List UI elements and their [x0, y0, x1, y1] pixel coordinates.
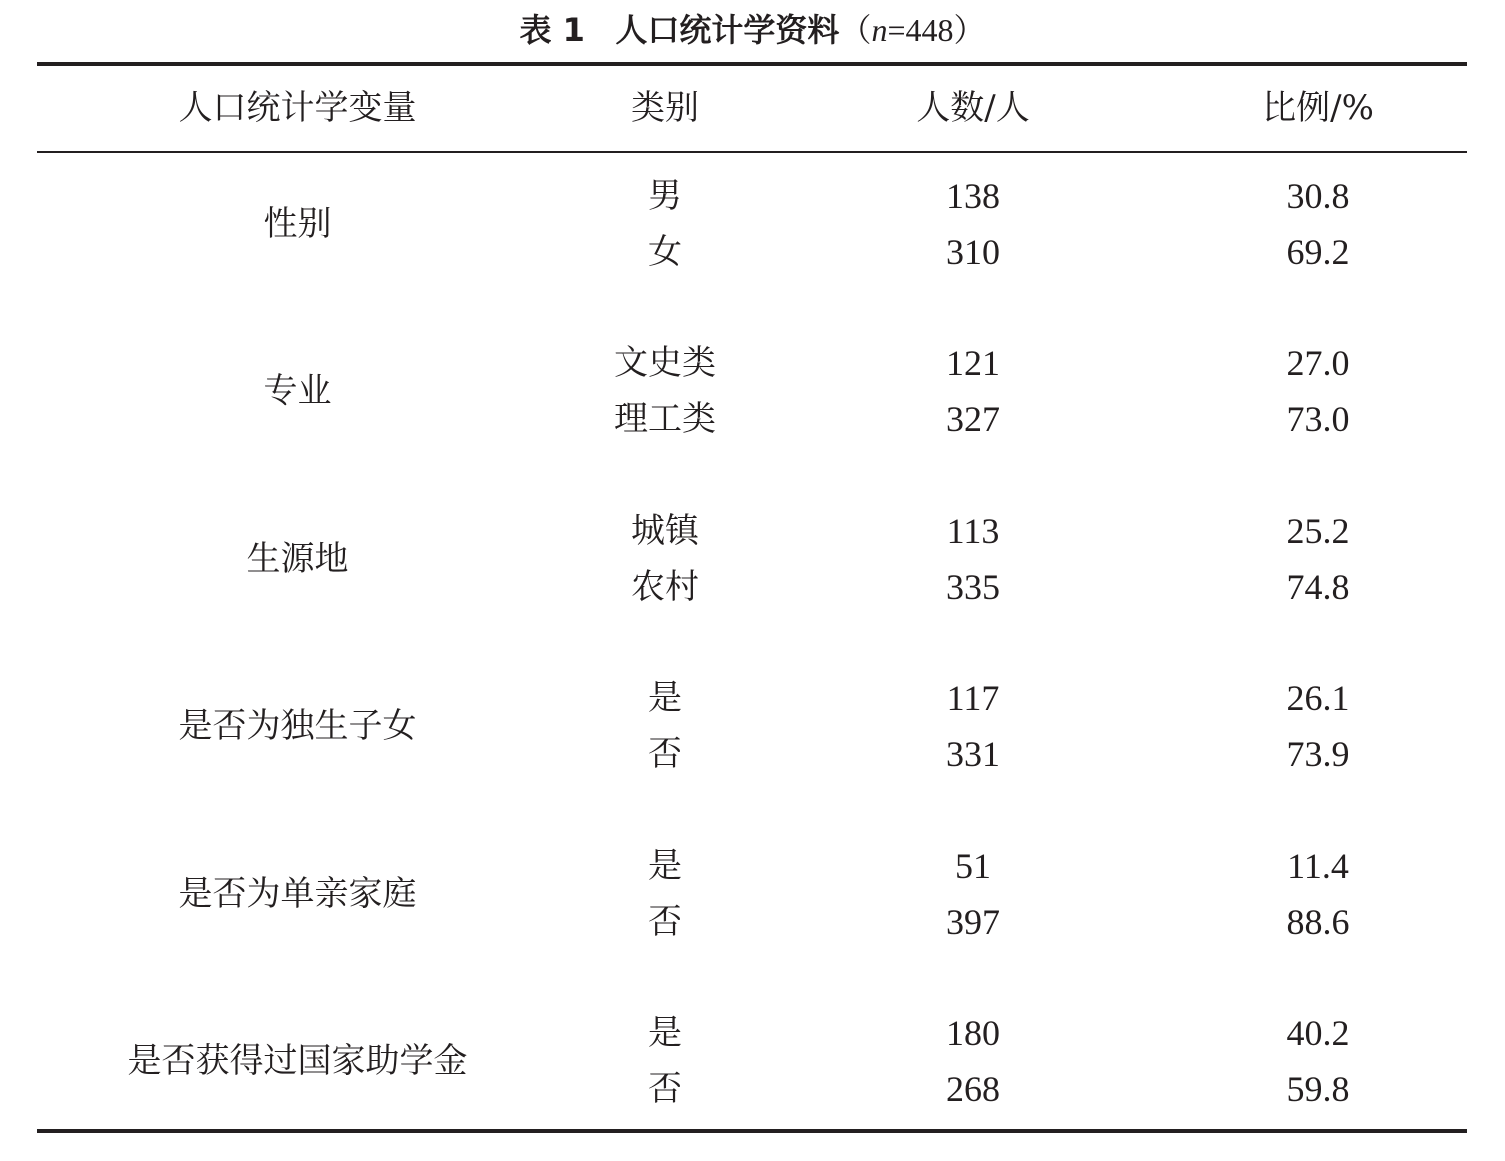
table-header [0, 80, 1505, 136]
count-cell: 138 [946, 176, 1000, 216]
category-cell: 否 [648, 734, 682, 774]
header-rule [37, 151, 1467, 153]
count-cell: 335 [946, 567, 1000, 607]
count-cell: 117 [946, 678, 1000, 718]
percent-cell: 27.0 [1286, 343, 1350, 383]
category-cell: 是 [648, 678, 682, 718]
count-cell: 310 [946, 232, 1000, 272]
category-cell: 女 [648, 232, 682, 272]
table-caption [0, 8, 1505, 52]
count-cell: 113 [946, 511, 1000, 551]
table-row [0, 670, 1505, 726]
count-cell: 268 [946, 1069, 1000, 1109]
variable-label: 是否为独生子女 [178, 706, 417, 746]
category-cell: 否 [648, 902, 682, 942]
category-cell: 农村 [631, 567, 699, 607]
category-cell: 文史类 [614, 343, 716, 383]
percent-cell: 73.0 [1286, 399, 1350, 439]
category-cell: 否 [648, 1069, 682, 1109]
header-count: 人数/人 [916, 88, 1030, 128]
header-category: 类别 [631, 88, 699, 128]
table-group [0, 168, 1505, 280]
bottom-rule [37, 1129, 1467, 1133]
category-cell: 是 [648, 1013, 682, 1053]
table-title: 人口统计学资料 [615, 11, 840, 49]
variable-label: 专业 [263, 371, 332, 411]
table-group [0, 670, 1505, 782]
count-cell: 51 [955, 846, 991, 886]
table-number: 表 1 [519, 11, 585, 49]
caption-close-paren: ） [953, 12, 986, 48]
category-cell: 男 [648, 176, 682, 216]
table-row [0, 168, 1505, 224]
variable-label: 是否获得过国家助学金 [127, 1041, 468, 1081]
count-cell: 327 [946, 399, 1000, 439]
table-row [0, 726, 1505, 782]
table-row [0, 838, 1505, 894]
table-group [0, 335, 1505, 447]
variable-label: 是否为单亲家庭 [178, 874, 417, 914]
percent-cell: 73.9 [1286, 734, 1350, 774]
percent-cell: 59.8 [1286, 1069, 1350, 1109]
table-row [0, 224, 1505, 280]
table-row [0, 1061, 1505, 1117]
count-cell: 180 [946, 1013, 1000, 1053]
table-row [0, 1005, 1505, 1061]
variable-label: 性别 [263, 204, 332, 244]
category-cell: 理工类 [614, 399, 716, 439]
table-row [0, 503, 1505, 559]
percent-cell: 40.2 [1286, 1013, 1350, 1053]
percent-cell: 25.2 [1286, 511, 1350, 551]
category-cell: 是 [648, 846, 682, 886]
table-group [0, 1005, 1505, 1117]
top-rule [37, 62, 1467, 66]
percent-cell: 69.2 [1286, 232, 1350, 272]
sample-size-symbol: n [871, 12, 888, 48]
table-row [0, 894, 1505, 950]
percent-cell: 74.8 [1286, 567, 1350, 607]
table-row [0, 559, 1505, 615]
caption-open-paren: （ [839, 12, 872, 48]
category-cell: 城镇 [631, 511, 699, 551]
sample-size-value: =448 [887, 12, 954, 48]
percent-cell: 26.1 [1286, 678, 1350, 718]
table-group [0, 503, 1505, 615]
header-variable: 人口统计学变量 [178, 88, 417, 128]
percent-cell: 88.6 [1286, 902, 1350, 942]
count-cell: 331 [946, 734, 1000, 774]
percent-cell: 11.4 [1287, 846, 1349, 886]
header-percent: 比例/% [1262, 88, 1374, 128]
count-cell: 121 [946, 343, 1000, 383]
table-row [0, 391, 1505, 447]
variable-label: 生源地 [246, 539, 349, 579]
table-group [0, 838, 1505, 950]
count-cell: 397 [946, 902, 1000, 942]
percent-cell: 30.8 [1286, 176, 1350, 216]
table-row [0, 335, 1505, 391]
